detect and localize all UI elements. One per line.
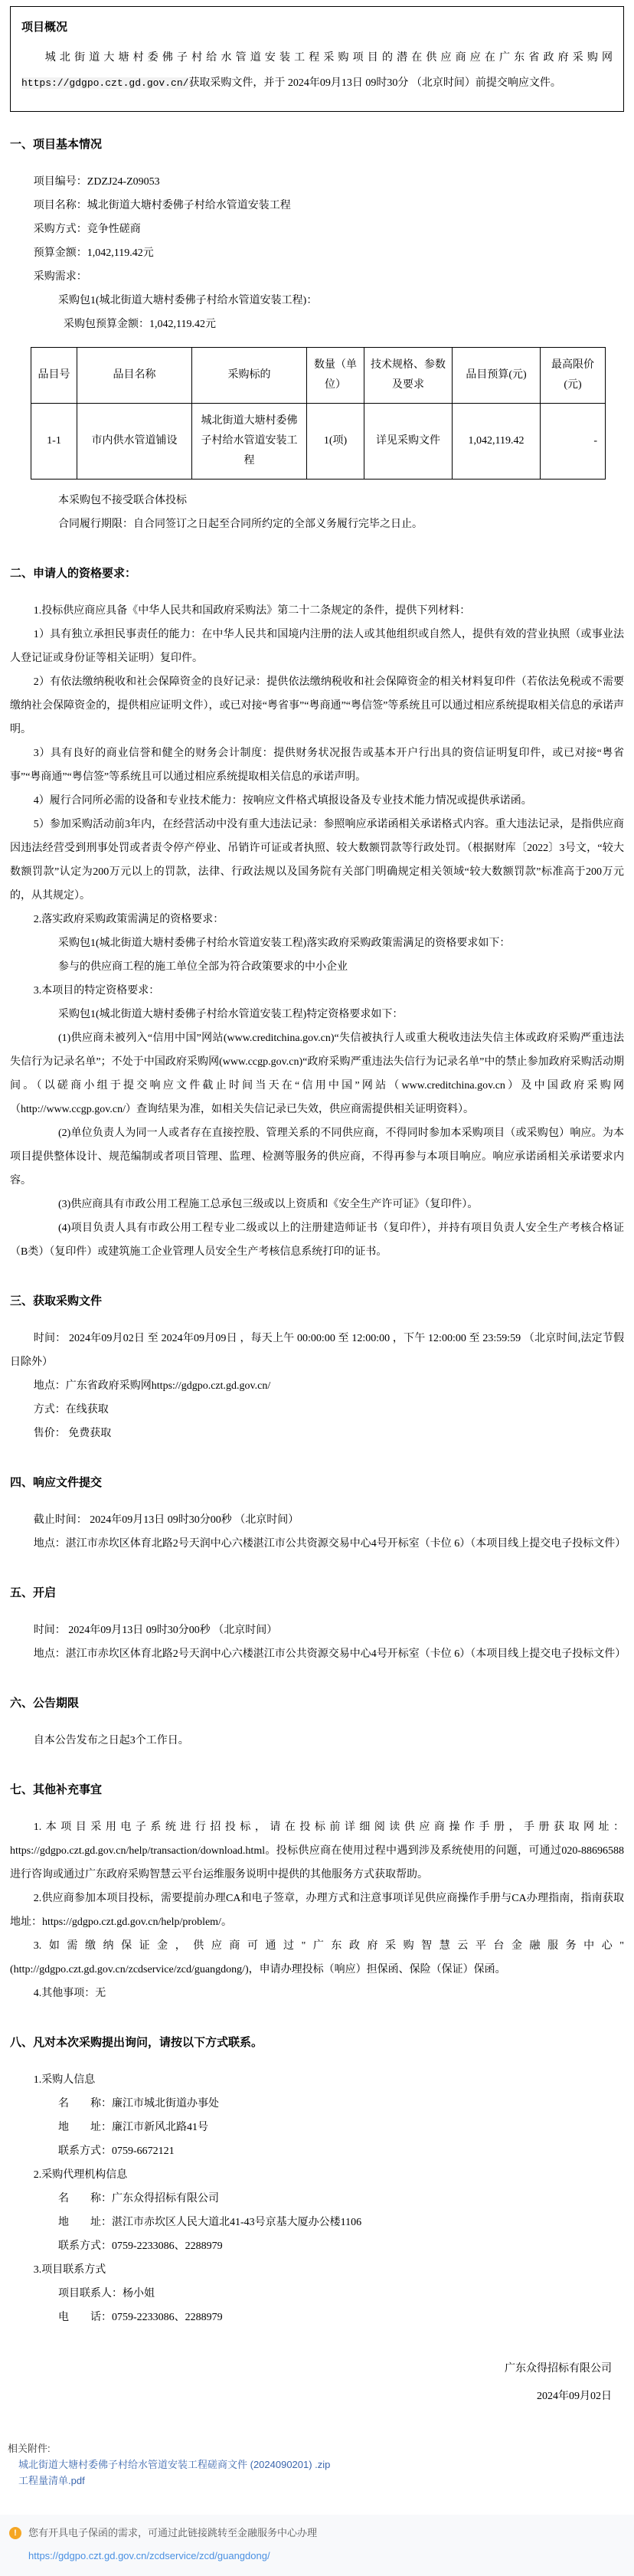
overview-text-before-url: 城北街道大塘村委佛子村给水管道安装工程采购项目的潜在供应商应在广东省政府采购网 [44, 52, 613, 64]
table-header-subject: 采购标的 [192, 348, 307, 404]
contract-period-line: 合同履行期限：自合同签订之日起至合同所约定的全部义务履行完毕之日止。 [58, 519, 423, 530]
table-header-item-name: 品目名称 [77, 348, 192, 404]
obtain-method-line: 方式：在线获取 [33, 1404, 109, 1416]
table-header-row [31, 348, 606, 404]
table-header-budget: 品目预算(元) [453, 348, 541, 404]
supplementary-para: 3.如需缴纳保证金，供应商可通过"广东政府采购智慧云平台金融服务中心"(http://gdgpo.czt.gd.gov.cn/zcdservice/zcd/guangdong/)，申请办理投标（响应）担保函、保险（保证）保函。 [10, 1940, 624, 1975]
section-heading-obtain-documents: 三、获取采购文件 [10, 1295, 103, 1308]
procurement-demand-line: 采购需求： [33, 271, 87, 283]
notice-text: 您有开具电子保函的需求，可通过此链接跳转至金融服务中心办理 [28, 2527, 318, 2538]
section-heading-qualification: 二、申请人的资格要求： [10, 568, 137, 580]
qualification-para: 5）参加采购活动前3年内，在经营活动中没有重大违法记录：参照响应承诺函相关承诺格式内容。重大违法记录，是指供应商因违法经营受到刑事处罚或者责令停产停业、吊销许可证或者执照、较大数额罚款等行政处罚。（根据财库〔2022〕3号文，“较大数额罚款”认定为200万元以上的罚款，法律、行政法规以及国务院有关部门明确规定相关领域“较大数额罚款”标准高于200万元的，从其规定）。 [10, 819, 624, 902]
section-heading-supplementary: 七、其他补充事宜 [10, 1784, 103, 1796]
obtain-time-line: 时间： 2024年09月02日 至 2024年09月09日 ，每天上午 00:00:00 至 12:00:00 ，下午 12:00:00 至 23:59:59 （北京时间,法定节假日除外） [10, 1333, 624, 1368]
cell-item-no: 1-1 [31, 404, 77, 480]
table-row [31, 404, 606, 480]
opening-place-line: 地点：湛江市赤坎区体育北路2号天润中心六楼湛江市公共资源交易中心4号开标室（卡位 6）（本项目线上提交电子投标文件） [33, 1648, 626, 1660]
cell-spec: 详见采购文件 [364, 404, 453, 480]
qualification-para: 2）有依法缴纳税收和社会保障资金的良好记录：提供依法缴纳税收和社会保障资金的相关材料复印件（若依法免税或不需要缴纳社会保障资金的，提供相应证明文件），或已对接“粤省事”“粤商通”“粤信签”等系统且可以通过相应系统提取相关信息的承诺声明。 [10, 676, 624, 735]
procurement-method-line: 采购方式：竞争性磋商 [33, 224, 141, 235]
exclamation-icon: ! [9, 2527, 21, 2539]
budget-amount-line: 预算金额：1,042,119.42元 [33, 247, 154, 259]
agency-address-line: 地 址：湛江市赤坎区人民大道北41-43号京基大厦办公楼1106 [58, 2217, 362, 2228]
qualification-para: 4）履行合同所必需的设备和专业技术能力：按响应文件格式填报设备及专业技术能力情况或提供承诺函。 [33, 795, 532, 807]
deadline-line: 截止时间： 2024年09月13日 09时30分00秒 （北京时间） [33, 1514, 299, 1526]
signature-block [10, 2355, 624, 2411]
obtain-price-line: 售价： 免费获取 [33, 1428, 112, 1439]
attachments-section [0, 2411, 634, 2489]
section-heading-response-submission: 四、响应文件提交 [10, 1477, 103, 1489]
qualification-para: (3)供应商具有市政公用工程施工总承包三级或以上资质和《安全生产许可证》（复印件）。 [58, 1199, 479, 1210]
items-table [31, 347, 606, 480]
supplementary-para: 2.供应商参加本项目投标，需要提前办理CA和电子签章，办理方式和注意事项详见供应商操作手册与CA办理指南，指南获取地址：https://gdgpo.czt.gd.gov.cn/help/problem/。 [10, 1893, 624, 1928]
section-heading-opening: 五、开启 [10, 1587, 57, 1599]
overview-text-after-url: 获取采购文件，并于 2024年09月13日 09时30分 （北京时间）前提交响应文件。 [188, 77, 561, 89]
qualification-para: 参与的供应商工程的施工单位全部为符合政策要求的中小企业 [58, 961, 348, 973]
package-budget-line: 采购包预算金额：1,042,119.42元 [64, 319, 216, 330]
qualification-para: 采购包1(城北街道大塘村委佛子村给水管道安装工程)特定资格要求如下： [58, 1009, 404, 1020]
purchaser-address-line: 地 址：廉江市新风北路41号 [58, 2122, 208, 2133]
project-number-line: 项目编号：ZDZJ24-Z09053 [33, 176, 160, 188]
qualification-para: 1.投标供应商应具备《中华人民共和国政府采购法》第二十二条规定的条件，提供下列材料： [33, 605, 471, 617]
obtain-place-line: 地点：广东省政府采购网https://gdgpo.czt.gd.gov.cn/ [33, 1380, 271, 1392]
section-heading-announcement-period: 六、公告期限 [10, 1697, 80, 1710]
procurement-site-url: https://gdgpo.czt.gd.gov.cn/ [21, 77, 189, 89]
purchaser-name-line: 名 称：廉江市城北街道办事处 [58, 2098, 219, 2110]
qualification-para: (4)项目负责人具有市政公用工程专业二级或以上的注册建造师证书（复印件），并持有项目负责人安全生产考核合格证（B类）（复印件）或建筑施工企业管理人员安全生产考核信息系统打印的证书。 [10, 1223, 624, 1258]
project-contact-title: 3.项目联系方式 [33, 2264, 106, 2276]
qualification-para: 1）具有独立承担民事责任的能力：在中华人民共和国境内注册的法人或其他组织或自然人，提供有效的营业执照（或事业法人登记证或身份证等相关证明）复印件。 [10, 629, 624, 664]
qualification-para: 2.落实政府采购政策需满足的资格要求： [33, 914, 224, 925]
qualification-para: (2)单位负责人为同一人或者存在直接控股、管理关系的不同供应商，不得同时参加本采购项目（或采购包）响应。为本项目提供整体设计、规范编制或者项目管理、监理、检测等服务的供应商，不得再参与本项目响应。响应承诺函相关承诺要求内容。 [10, 1128, 624, 1187]
cell-subject: 城北街道大塘村委佛子村给水管道安装工程 [192, 404, 307, 480]
cell-quantity: 1(项) [307, 404, 364, 480]
e-guarantee-notice [0, 2515, 634, 2576]
announcement-period-line: 自本公告发布之日起3个工作日。 [33, 1735, 189, 1746]
cell-item-name: 市内供水管道铺设 [77, 404, 192, 480]
page-footer [0, 2411, 634, 2576]
cell-budget: 1,042,119.42 [453, 404, 541, 480]
table-header-spec: 技术规格、参数及要求 [364, 348, 453, 404]
overview-title: 项目概况 [21, 21, 68, 34]
project-contact-phone-line: 电 话：0759-2233086、2288979 [58, 2312, 223, 2323]
table-header-quantity: 数量（单位） [307, 348, 364, 404]
attachments-label: 相关附件: [8, 2443, 51, 2454]
table-header-max-price: 最高限价(元) [541, 348, 606, 404]
qualification-para: (1)供应商未被列入“信用中国”网站(www.creditchina.gov.cn)“失信被执行人或重大税收违法失信主体或政府采购严重违法失信行为记录名单”；不处于中国政府采购网(www.ccgp.gov.cn)“政府采购严重违法失信行为记录名单”中的禁止参加政府采购活动期间。（以磋商小组于提交响应文件截止时间当天在“信用中国”网站（www.creditchina.gov.cn）及中国政府采购网（http://www.ccgp.gov.cn/）查询结果为准，如相关失信记录已失效，供应商需提供相关证明资料）。 [10, 1033, 624, 1115]
opening-time-line: 时间： 2024年09月13日 09时30分00秒 （北京时间） [33, 1625, 278, 1636]
supplementary-para: 1.本项目采用电子系统进行招投标，请在投标前详细阅读供应商操作手册，手册获取网址：https://gdgpo.czt.gd.gov.cn/help/transaction/download.html。投标供应商在使用过程中遇到涉及系统使用的问题，可通过020-88696588进行咨询或通过广东政府采购智慧云平台运维服务说明中提供的其他服务方式获取帮助。 [10, 1822, 624, 1880]
supplementary-para: 4.其他事项：无 [33, 1988, 106, 1999]
no-consortium-line: 本采购包不接受联合体投标 [58, 495, 187, 506]
agency-name-line: 名 称：广东众得招标有限公司 [58, 2193, 219, 2204]
package-1-line: 采购包1(城北街道大塘村委佛子村给水管道安装工程)： [58, 295, 318, 306]
project-overview-box [10, 6, 624, 112]
qualification-para: 3.本项目的特定资格要求： [33, 985, 160, 997]
signature-company: 广东众得招标有限公司 [505, 2363, 612, 2375]
overview-paragraph [21, 45, 613, 96]
purchaser-phone-line: 联系方式：0759-6672121 [58, 2146, 175, 2157]
qualification-para: 3）具有良好的商业信誉和健全的财务会计制度：提供财务状况报告或基本开户行出具的资信证明复印件，或已对接“粤省事”“粤商通”“粤信签”等系统且可以通过相应系统提取相关信息的承诺声明。 [10, 748, 624, 783]
purchaser-info-title: 1.采购人信息 [33, 2074, 96, 2086]
financial-service-center-link[interactable]: https://gdgpo.czt.gd.gov.cn/zcdservice/zcd/guangdong/ [28, 2550, 270, 2561]
table-header-item-no: 品目号 [31, 348, 77, 404]
project-name-line: 项目名称：城北街道大塘村委佛子村给水管道安装工程 [33, 200, 291, 211]
agency-info-title: 2.采购代理机构信息 [33, 2169, 128, 2181]
attachment-link-pdf[interactable]: 工程量清单.pdf [18, 2475, 85, 2486]
submission-place-line: 地点：湛江市赤坎区体育北路2号天润中心六楼湛江市公共资源交易中心4号开标室（卡位 6）（本项目线上提交电子投标文件） [33, 1538, 626, 1550]
signature-date: 2024年09月02日 [537, 2391, 612, 2402]
qualification-para: 采购包1(城北街道大塘村委佛子村给水管道安装工程)落实政府采购政策需满足的资格要求如下： [58, 938, 511, 949]
section-heading-contact: 八、凡对本次采购提出询问，请按以下方式联系。 [10, 2037, 263, 2049]
project-contact-name-line: 项目联系人：杨小姐 [58, 2288, 155, 2299]
cell-max-price: - [541, 404, 606, 480]
agency-phone-line: 联系方式：0759-2233086、2288979 [58, 2240, 223, 2252]
attachment-link-zip[interactable]: 城北街道大塘村委佛子村给水管道安装工程磋商文件 (2024090201) .zip [18, 2459, 331, 2470]
section-heading-basic-info: 一、项目基本情况 [10, 139, 103, 151]
